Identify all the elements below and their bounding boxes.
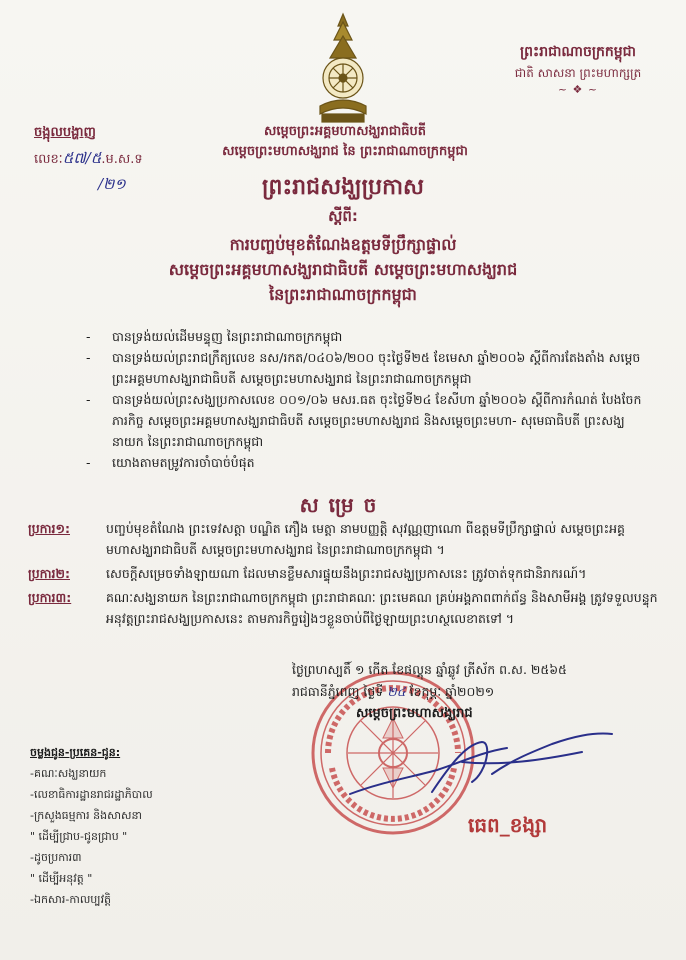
solar-day: ២៤ [387,684,406,699]
considerations-list [86,326,646,473]
consideration-item: - បានទ្រង់យល់ព្រះរាជក្រឹត្យលេខ នស/រកត/០៤០៦/២០០ ចុះថ្ងៃទី២៥ ខែមេសា ឆ្នាំ២០០៦ ស្ដីពីការតែងតាំង សម្ដេចព្រះអគ្គមហាសង្ឃរាជាធិបតី សម្ដេចព្រះមហាសង្ឃរាជ នៃព្រះរាជាណាចក្រកម្ពុជា [86,347,646,389]
issuer-line1: សម្ដេចព្រះអគ្គមហាសង្ឃរាជាធិបតី [264,124,426,139]
article-3 [28,587,658,629]
cc-item: " ដើម្បីជ្រាប-ជូនជ្រាប " [30,830,128,843]
solar-date [292,681,652,703]
signature-title: សម្ដេចព្រះមហាសង្ឃរាជ [356,706,473,721]
solar-suffix: ខែកុម្ភៈ ឆ្នាំ២០២១ [409,684,495,699]
date-block [292,659,652,703]
header-ornament: ~ ❖ ~ [557,83,599,96]
article-text: បញ្ចប់មុខតំណែង ព្រះទេវសត្តា បណ្ឌិត ភឿង មេត្តា នាមបញ្ញត្តិ សុវណ្ណញាណោ ពីឧត្តមទីប្រឹក្សាផ្ទាល់ សម្ដេចព្រះអគ្គមហាសង្ឃរាជាធិបតី សម្ដេចព្រះមហាសង្ឃរាជ នៃព្រះរាជាណាចក្រកម្ពុជា ។ [106,521,625,557]
consideration-text: បានទ្រង់យល់ព្រះរាជក្រឹត្យលេខ នស/រកត/០៤០៦/២០០ ចុះថ្ងៃទី២៥ ខែមេសា ឆ្នាំ២០០៦ ស្ដីពីការតែងតាំង សម្ដេចព្រះអគ្គមហាសង្ឃរាជាធិបតី សម្ដេចព្រះមហាសង្ឃរាជ នៃព្រះរាជាណាចក្រកម្ពុជា [112,350,641,386]
reference-block [34,124,143,197]
issuer-line2: សម្ដេចព្រះមហាសង្ឃរាជ នៃ ព្រះរាជាណាចក្រកម្ពុជា [222,144,468,159]
article-label: ប្រការ១: [28,521,70,536]
articles [28,518,658,632]
reference-number [34,149,143,171]
subject-line: សម្ដេចព្រះអគ្គមហាសង្ឃរាជាធិបតី សម្ដេចព្រះមហាសង្ឃរាជ [168,260,518,279]
solar-prefix: រាជធានីភ្នំពេញ ថ្ងៃទី [292,684,384,699]
kingdom-name: ព្រះរាជាណាចក្រកម្ពុជា [519,44,636,60]
article-2 [28,563,658,584]
article-label: ប្រការ២: [28,566,70,581]
ref-handwritten: ៥៧/៥ [62,149,102,167]
cc-item: -ក្រសួងធម្មការ និងសាសនា [30,809,142,822]
ref-prefix: លេខៈ [34,152,63,167]
national-motto: ជាតិ សាសនា ព្រះមហាក្សត្រ [514,66,642,80]
issuer [200,122,490,162]
cc-item: " ដើម្បីអនុវត្ត " [30,872,93,885]
article-1 [28,518,658,560]
cc-item: -លេខាធិការដ្ឋានរាជរដ្ឋាភិបាល [30,788,153,801]
document-title: ព្រះរាជសង្ឃប្រកាស [262,174,424,200]
subject [110,232,576,307]
cc-item: -គណៈសង្ឃនាយក [30,767,107,780]
ref-suffix: .ម.ស.ទ [101,152,143,167]
cc-list [30,742,250,910]
subject-label: ស្ដីពី: [328,207,358,225]
article-text: គណៈសង្ឃនាយក នៃព្រះរាជាណាចក្រកម្ពុជា ព្រះរាជាគណៈ ព្រះមេគណ គ្រប់អង្គភាពពាក់ព័ន្ធ និងសាមីអង្គ ត្រូវទទួលបន្ទុកអនុវត្តព្រះរាជសង្ឃប្រកាសនេះ តាមភារកិច្ចរៀងៗខ្លួនចាប់ពីថ្ងៃឡាយព្រះហស្ថលេខាតទៅ ។ [106,590,658,626]
lunar-date: ថ្ងៃព្រហស្បតិ៍ ១ កើត ខែផល្គុន ឆ្នាំឆ្លូវ ត្រីស័ក ព.ស. ២៥៦៥ [292,662,567,677]
consideration-text: បានទ្រង់យល់ព្រះសង្ឃប្រកាសលេខ ០០១/០៦ មសរ.ធត ចុះថ្ងៃទី២៤ ខែសីហា ឆ្នាំ២០០៦ ស្ដីពីការកំណត់ បែងចែកភារកិច្ច សម្ដេចព្រះអគ្គមហាសង្ឃរាជាធិបតី សម្ដេចព្រះមហាសង្ឃរាជ និងសម្ដេចព្រះមហា- សុមេធាធិបតី ព្រះសង្ឃនាយក នៃព្រះរាជាណាចក្រកម្ពុជា [112,392,642,449]
consideration-text: យោងតាមតម្រូវការចាំបាច់បំផុត [112,455,255,470]
signature-code: ធេព_ខង្សា [468,813,548,837]
decision-heading: សម្រេច [299,493,387,517]
consideration-item: - យោងតាមតម្រូវការចាំបាច់បំផុត [86,452,646,473]
office-name: ចង្អុលបង្ហាញ [34,125,96,140]
signature-icon [342,722,632,812]
ref-year-line [98,175,143,197]
cc-item: -ដូចប្រការ៣ [30,851,82,864]
cc-heading: ចម្លងជូន-ប្រគេន-ជូន: [30,746,121,759]
consideration-item: - បានទ្រង់យល់ព្រះសង្ឃប្រកាសលេខ ០០១/០៦ មសរ.ធត ចុះថ្ងៃទី២៤ ខែសីហា ឆ្នាំ២០០៦ ស្ដីពីការកំណត់ បែងចែកភារកិច្ច សម្ដេចព្រះអគ្គមហាសង្ឃរាជាធិបតី សម្ដេចព្រះមហាសង្ឃរាជ និងសម្ដេចព្រះមហា- សុមេធាធិបតី ព្រះសង្ឃនាយក នៃព្រះរាជាណាចក្រកម្ពុជា [86,389,646,452]
ref-year: /២១ [98,175,126,193]
kingdom-header [488,42,668,96]
subject-line: នៃព្រះរាជាណាចក្រកម្ពុជា [269,285,417,304]
subject-line: ការបញ្ចប់មុខតំណែងឧត្តមទីប្រឹក្សាផ្ទាល់ [229,235,457,254]
royal-emblem-icon [310,10,376,128]
consideration-text: បានទ្រង់យល់ដើមមន្ទុញ នៃព្រះរាជាណាចក្រកម្ពុជា [112,329,343,344]
article-label: ប្រការ៣: [28,590,72,605]
consideration-item: - បានទ្រង់យល់ដើមមន្ទុញ នៃព្រះរាជាណាចក្រកម្ពុជា [86,326,646,347]
cc-item: -ឯកសារ-កាលប្បវត្តិ [30,893,112,906]
article-text: សេចក្ដីសម្រេចទាំងឡាយណា ដែលមានខ្លឹមសារផ្ទុយនឹងព្រះរាជសង្ឃប្រកាសនេះ ត្រូវចាត់ទុកជានិរាករណ៍។ [106,566,587,581]
